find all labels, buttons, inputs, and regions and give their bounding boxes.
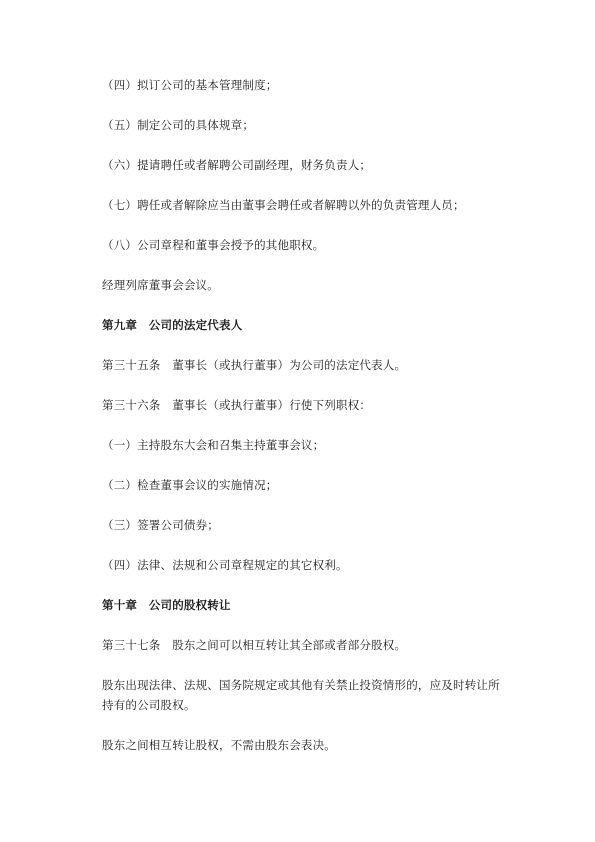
list-item-powers-1: （一）主持股东大会和召集主持董事会议； bbox=[102, 438, 325, 452]
list-item-duties-7: （七）聘任或者解除应当由董事会聘任或者解聘以外的负责管理人员； bbox=[102, 198, 465, 212]
list-item-duties-4: （四）拟订公司的基本管理制度； bbox=[102, 78, 278, 92]
paragraph-share-transfer-restriction: 股东出现法律、法规、国务院规定或其他有关禁止投资情形的，应及时转让所持有的公司股权。 bbox=[102, 678, 500, 712]
list-item-duties-6: （六）提请聘任或者解聘公司副经理，财务负责人； bbox=[102, 158, 372, 172]
article-35: 第三十五条 董事长（或执行董事）为公司的法定代表人。 bbox=[102, 358, 407, 372]
article-37: 第三十七条 股东之间可以相互转让其全部或者部分股权。 bbox=[102, 638, 407, 652]
paragraph-manager-attendance: 经理列席董事会会议。 bbox=[102, 278, 219, 292]
list-item-powers-2: （二）检查董事会议的实施情况； bbox=[102, 478, 278, 492]
chapter-9-heading: 第九章 公司的法定代表人 bbox=[102, 318, 243, 332]
article-36: 第三十六条 董事长（或执行董事）行使下列职权： bbox=[102, 398, 372, 412]
list-item-duties-5: （五）制定公司的具体规章； bbox=[102, 118, 255, 132]
paragraph-no-vote-required: 股东之间相互转让股权，不需由股东会表决。 bbox=[102, 738, 336, 752]
chapter-10-heading: 第十章 公司的股权转让 bbox=[102, 598, 231, 612]
list-item-powers-3: （三）签署公司债券； bbox=[102, 518, 219, 532]
list-item-duties-8: （八）公司章程和董事会授予的其他职权。 bbox=[102, 238, 325, 252]
list-item-powers-4: （四）法律、法规和公司章程规定的其它权利。 bbox=[102, 558, 348, 572]
